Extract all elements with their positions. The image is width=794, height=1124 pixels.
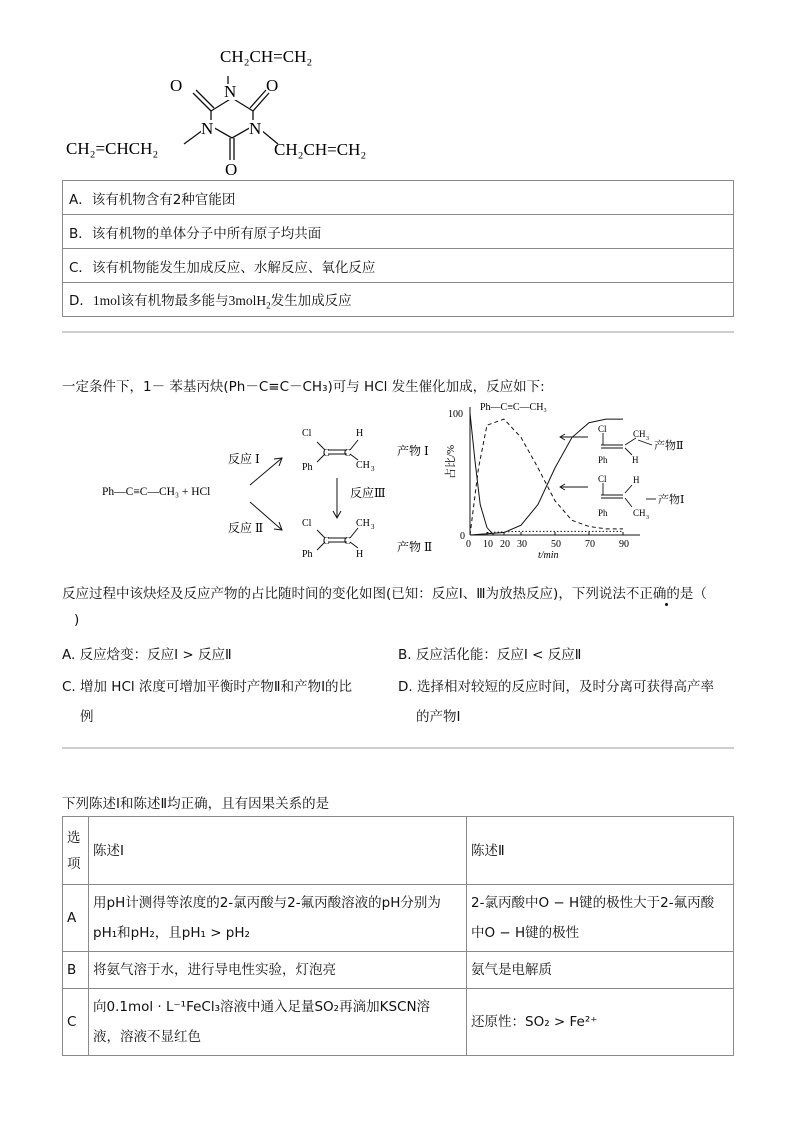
legend-product-1: 产物Ⅰ (658, 494, 685, 506)
statement-2-cell: 氨气是电解质 (467, 952, 734, 989)
q2-chart (440, 395, 700, 565)
statement-1-cell: 用pH计测得等浓度的2-氯丙酸与2-氟丙酸溶液的pH分别为 pH₁和pH₂，且pH₁ > pH₂ (89, 885, 467, 952)
q2-option-c[interactable] (62, 672, 352, 732)
svg-text:H: H (633, 475, 640, 485)
svg-text:Ph: Ph (598, 455, 608, 465)
svg-text:CH: CH (356, 460, 370, 471)
left-allyl-group: CH₂=CHCH₂ (66, 139, 159, 158)
x-tick-label: 70 (585, 539, 595, 550)
svg-text:Ph: Ph (302, 549, 313, 560)
svg-text:CH: CH (356, 518, 370, 529)
table-row[interactable] (63, 885, 734, 952)
svg-text:Cl: Cl (598, 474, 607, 484)
statement-2-cell: 还原性：SO₂ > Fe²⁺ (467, 989, 734, 1056)
right-allyl-group: CH₂CH=CH₂ (274, 140, 367, 159)
svg-text:CH: CH (633, 429, 646, 439)
table-row[interactable] (63, 989, 734, 1056)
oxygen-label: O (266, 76, 279, 95)
q2-answer-paren: ) (74, 612, 80, 628)
x-tick-label: 30 (517, 539, 527, 550)
divider (62, 331, 734, 333)
product-2-label: 产物 Ⅱ (397, 540, 433, 554)
svg-text:3: 3 (646, 436, 649, 442)
y-tick-label: 100 (448, 409, 463, 420)
svg-text:C: C (344, 448, 351, 459)
molecule-structure (60, 38, 400, 178)
oxygen-label: O (170, 76, 183, 95)
q3-stem: 下列陈述Ⅰ和陈述Ⅱ均正确，且有因果关系的是 (62, 796, 330, 812)
q2-option-d-line1: D. 选择相对较短的反应时间，及时分离可获得高产率 (398, 679, 714, 695)
q1-option-c[interactable]: C．该有机物能发生加成反应、水解反应、氧化反应 (63, 249, 734, 283)
svg-text:H: H (356, 428, 364, 439)
row-option: C (63, 989, 89, 1056)
table-header-row (63, 817, 734, 885)
svg-text:Cl: Cl (598, 424, 607, 434)
statement-2-cell: 2-氯丙酸中O − H键的极性大于2-氟丙酸 中O − H键的极性 (467, 885, 734, 952)
header-statement-2: 陈述Ⅱ (467, 817, 734, 885)
table-row[interactable] (63, 952, 734, 989)
q3-table (62, 816, 734, 1056)
nitrogen-label: N (249, 119, 262, 138)
svg-text:C: C (344, 536, 351, 547)
statement-1-cell: 将氨气溶于水，进行导电性实验，灯泡亮 (89, 952, 467, 989)
header-statement-1: 陈述Ⅰ (89, 817, 467, 885)
x-tick-label: 0 (466, 539, 471, 550)
q1-options-table (62, 180, 734, 317)
q2-option-d[interactable] (398, 672, 714, 732)
legend-alkyne: Ph—C≡C—CH₃ (480, 402, 547, 413)
x-tick-label: 90 (619, 539, 629, 550)
series-line-0 (470, 413, 494, 535)
legend-product-2: 产物Ⅱ (654, 440, 684, 452)
product-1-label: 产物 Ⅰ (397, 444, 429, 458)
svg-text:H: H (632, 455, 639, 465)
svg-text:Ph: Ph (302, 462, 313, 473)
svg-text:Ph: Ph (598, 508, 608, 518)
x-tick-label: 20 (500, 539, 510, 550)
row-option: B (63, 952, 89, 989)
statement-1-cell: 向0.1mol · L⁻¹FeCl₃溶液中通入足量SO₂再滴加KSCN溶 液，溶液不显红色 (89, 989, 467, 1056)
reaction-scheme (100, 420, 450, 570)
oxygen-label: O (225, 160, 238, 178)
svg-text:3: 3 (646, 515, 649, 521)
svg-text:H: H (356, 549, 364, 560)
reaction-2-label: 反应 Ⅱ (228, 521, 264, 535)
q1-option-b[interactable]: B．该有机物的单体分子中所有原子均共面 (63, 215, 734, 249)
reactant-label: Ph—C≡C—CH₃ + HCl (102, 486, 211, 498)
q2-option-b[interactable]: B. 反应活化能：反应Ⅰ < 反应Ⅱ (398, 647, 582, 663)
svg-text:C: C (323, 448, 330, 459)
svg-text:3: 3 (371, 523, 375, 531)
top-allyl-group: CH₂CH=CH₂ (220, 47, 313, 66)
x-axis-label: t/min (538, 550, 559, 561)
header-option: 选项 (63, 817, 89, 885)
y-tick-label: 0 (460, 531, 465, 542)
svg-text:Cl: Cl (302, 518, 312, 529)
svg-text:Cl: Cl (302, 428, 312, 439)
reaction-1-label: 反应 Ⅰ (228, 452, 260, 466)
emphasis-dot (665, 603, 668, 606)
nitrogen-label: N (201, 119, 214, 138)
divider (62, 747, 734, 749)
q2-option-c-line2: 例 (80, 709, 94, 725)
y-axis-label: 占比/% (445, 444, 457, 479)
row-option: A (63, 885, 89, 952)
x-tick-label: 50 (551, 539, 561, 550)
q2-stem: 一定条件下，1－ 苯基丙炔(Ph－C≡C－CH₃)可与 HCl 发生催化加成，反应如下: (62, 379, 545, 395)
q2-option-d-line2: 的产物Ⅰ (416, 709, 461, 725)
q2-option-c-line1: C. 增加 HCl 浓度可增加平衡时产物Ⅱ和产物Ⅰ的比 (62, 679, 353, 695)
q2-option-a[interactable]: A. 反应焓变：反应Ⅰ > 反应Ⅱ (62, 647, 232, 663)
q2-question-line: 反应过程中该炔烃及反应产物的占比随时间的变化如图(已知：反应Ⅰ、Ⅲ为放热反应)，下列说法不正确的是（ (62, 586, 707, 602)
q1-option-d[interactable]: D．1mol该有机物最多能与3molH$_2$发生加成反应 (63, 283, 734, 317)
svg-text:3: 3 (371, 465, 375, 473)
reaction-3-label: 反应Ⅲ (350, 486, 386, 500)
nitrogen-label: N (224, 82, 237, 101)
q1-option-a[interactable]: A．该有机物含有2种官能团 (63, 181, 734, 215)
x-tick-label: 10 (483, 539, 493, 550)
svg-text:C: C (323, 536, 330, 547)
svg-text:CH: CH (633, 508, 646, 518)
